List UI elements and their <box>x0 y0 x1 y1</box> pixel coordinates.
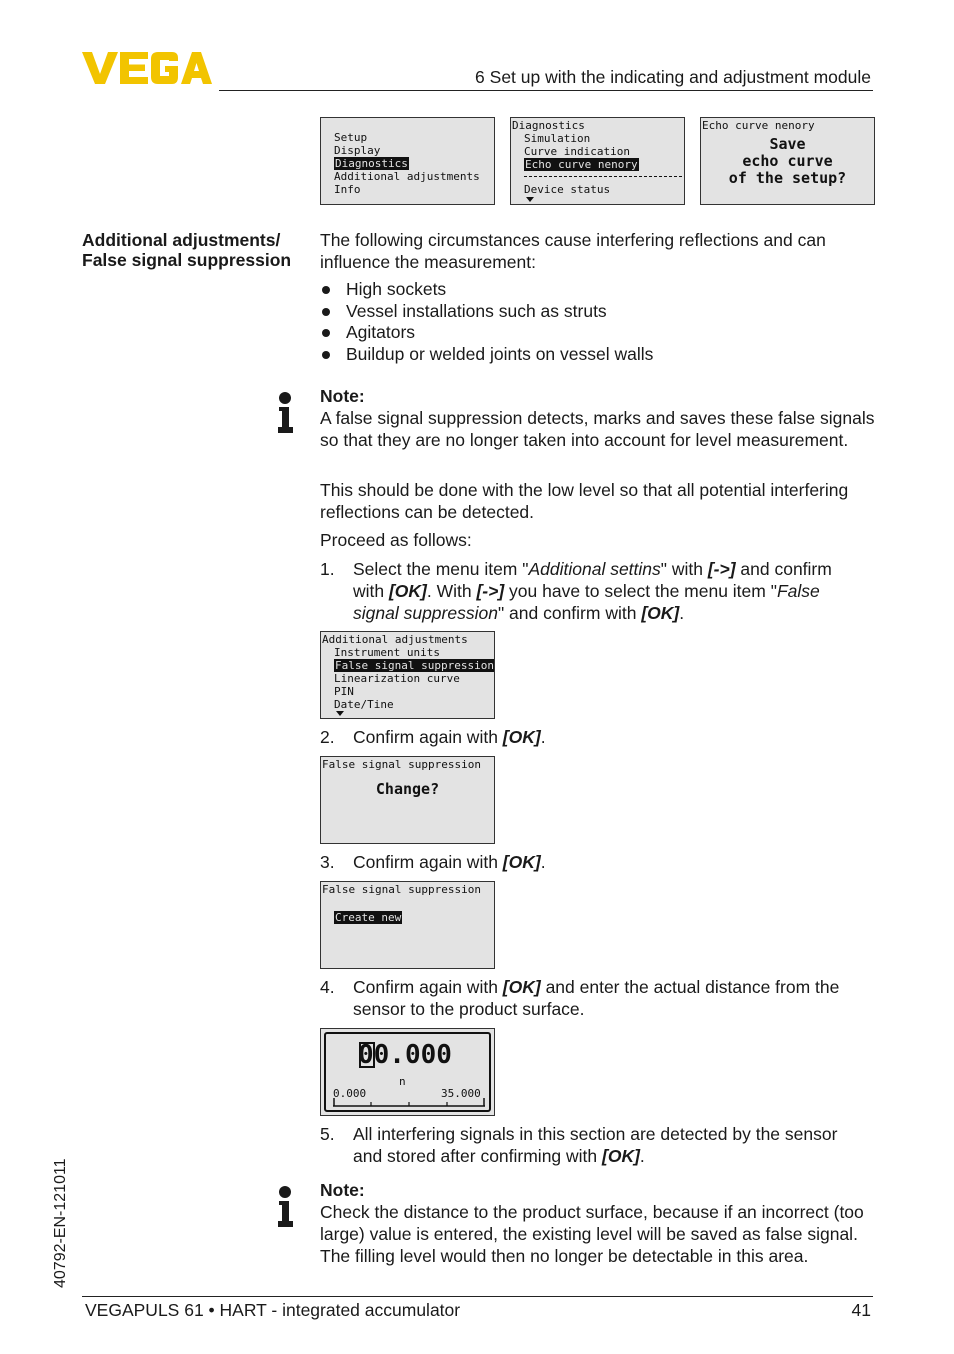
bullet-list <box>320 279 653 366</box>
step-number: 2. <box>320 727 335 747</box>
menu-item-setup: Setup <box>334 131 368 144</box>
scroll-down-icon <box>526 197 534 202</box>
footer-product: VEGAPULS 61 • HART - integrated accumulator <box>85 1300 461 1320</box>
screen-message-line: of the setup? <box>728 169 847 187</box>
display-screen-change <box>320 756 495 844</box>
menu-item-false-signal-suppression-selected: False signal suppression <box>335 659 494 672</box>
intro-paragraph: The following circumstances cause interfering reflections and can influence the measurement: <box>320 230 826 272</box>
list-item: Vessel installations such as struts <box>320 301 653 323</box>
screen-title: Diagnostics <box>512 119 585 132</box>
step-1 <box>320 558 875 628</box>
step-number: 4. <box>320 977 335 997</box>
distance-value: 00.000 <box>358 1040 452 1070</box>
step-text: All interfering signals in this section are detected by the sensor and stored after confirming with [OK]. <box>353 1124 838 1166</box>
cursor-box <box>359 1042 375 1068</box>
page-number: 41 <box>851 1300 871 1320</box>
side-heading <box>82 230 307 270</box>
header-divider <box>219 90 873 91</box>
display-screen-diagnostics <box>510 117 685 205</box>
menu-item-diagnostics-selected: Diagnostics <box>335 157 408 170</box>
paragraph-low-level: This should be done with the low level so that all potential interfering reflections can be detected. <box>320 480 849 522</box>
display-screen-distance-entry <box>320 1028 495 1116</box>
section-title: 6 Set up with the indicating and adjustment module <box>475 67 871 87</box>
step-5 <box>320 1123 875 1167</box>
footer-divider <box>82 1296 873 1297</box>
side-heading-line: Additional adjustments/ <box>82 230 281 250</box>
note-text: Check the distance to the product surface, because if an incorrect (too large) value is entered, the existing level will be saved as false signal. The filling level would then no longer be detectable in this area. <box>320 1202 864 1266</box>
step-2 <box>320 726 875 748</box>
step-3 <box>320 851 875 873</box>
step-text: Confirm again with [OK] and enter the actual distance from the sensor to the product surface. <box>353 977 840 1019</box>
unit-label: n <box>399 1075 406 1088</box>
menu-item-simulation: Simulation <box>524 132 591 145</box>
menu-item-info: Info <box>334 183 361 196</box>
step-number: 5. <box>320 1124 335 1144</box>
menu-item-echo-curve-memory-selected: Echo curve nenory <box>525 158 638 171</box>
menu-item-additional-adjustments: Additional adjustments <box>334 170 480 183</box>
side-heading-line: False signal suppression <box>82 250 292 270</box>
scale-max: 35.000 <box>441 1087 481 1100</box>
menu-item-pin: PIN <box>334 685 354 698</box>
scroll-down-icon <box>336 711 344 716</box>
menu-item-device-status: Device status <box>524 183 611 196</box>
scale-bar <box>333 1098 485 1108</box>
screen-title: Additional adjustments <box>322 633 468 646</box>
menu-item-instrument-units: Instrument units <box>334 646 440 659</box>
step-text: Select the menu item "Additional settins" with [->] and confirm with [OK]. With [->] you have to select the menu item "False signal suppression" and confirm with [OK]. <box>353 559 832 623</box>
screen-message-line: Save <box>769 135 806 153</box>
screen-message-line: echo curve <box>742 152 833 170</box>
vega-logo <box>82 52 212 84</box>
step-number: 3. <box>320 852 335 872</box>
display-screen-main-menu <box>320 117 495 205</box>
list-item: Agitators <box>320 322 653 344</box>
step-text: Confirm again with [OK]. <box>353 852 546 872</box>
note-label: Note: <box>320 1180 365 1200</box>
display-screen-additional-adjustments <box>320 631 495 719</box>
menu-separator <box>524 176 682 177</box>
step-text: Confirm again with [OK]. <box>353 727 546 747</box>
menu-item-curve-indication: Curve indication <box>524 145 630 158</box>
list-item: Buildup or welded joints on vessel walls <box>320 344 653 366</box>
paragraph-proceed: Proceed as follows: <box>320 530 472 550</box>
scale-min: 0.000 <box>333 1087 367 1100</box>
info-icon <box>275 1185 295 1229</box>
step-4 <box>320 976 875 1020</box>
option-create-new-selected: Create new <box>335 911 402 924</box>
display-screen-echo-save <box>700 117 875 205</box>
display-screen-create-new <box>320 881 495 969</box>
menu-item-linearization-curve: Linearization curve <box>334 672 460 685</box>
note-text: A false signal suppression detects, marks and saves these false signals so that they are no longer taken into account for level measurement. <box>320 408 875 450</box>
screen-message: Change? <box>375 780 440 798</box>
step-number: 1. <box>320 559 335 579</box>
note-label: Note: <box>320 386 365 406</box>
screen-title: Echo curve nenory <box>702 119 815 132</box>
menu-item-date-time: Date/Tine <box>334 698 394 711</box>
screen-title: False signal suppression <box>322 758 481 771</box>
document-code: 40792-EN-121011 <box>52 1158 69 1288</box>
list-item: High sockets <box>320 279 653 301</box>
screen-title: False signal suppression <box>322 883 481 896</box>
menu-item-display: Display <box>334 144 381 157</box>
info-icon <box>275 391 295 435</box>
